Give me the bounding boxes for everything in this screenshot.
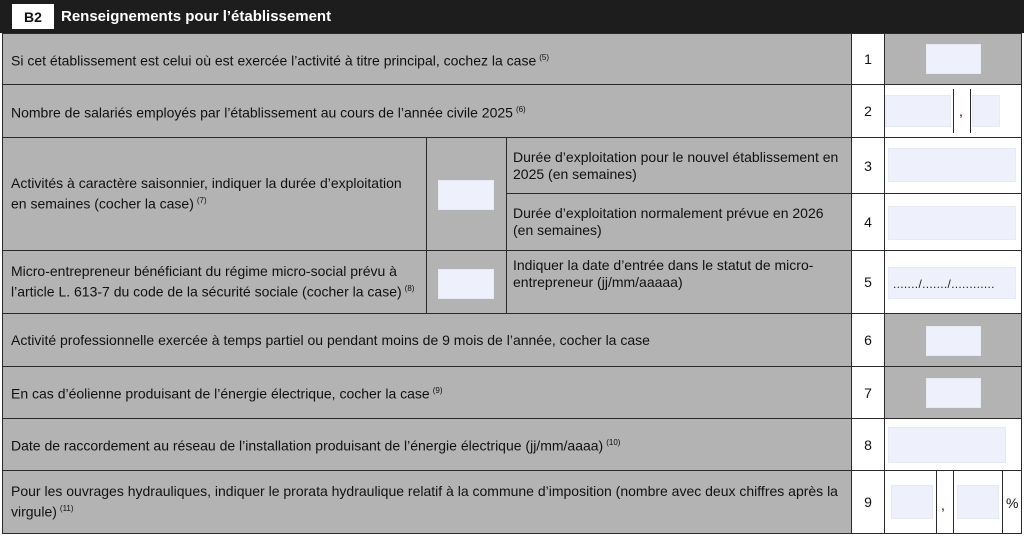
- row-2-separator-line: [953, 89, 954, 133]
- row-9-percent-sign: %: [1006, 495, 1019, 511]
- seasonal-checkbox[interactable]: [438, 180, 494, 210]
- row-2-integer-input[interactable]: [885, 95, 951, 127]
- seasonal-label-cell: [2, 137, 427, 251]
- row-5-date-mask: ......./......./............: [893, 277, 995, 291]
- row-6-answer-cell: [884, 313, 1022, 367]
- row-3-answer-cell: [884, 137, 1022, 194]
- row-5-answer-cell: [884, 250, 1022, 314]
- row-7-label: En cas d’éolienne produisant de l’énergie électrique, cocher la case $^{(9)}$: [11, 385, 443, 402]
- row-1-number: 1: [851, 33, 885, 85]
- row-1-checkbox[interactable]: [926, 44, 981, 74]
- row-4-label-cell: [506, 193, 852, 251]
- row-8-label: Date de raccordement au réseau de l’installation produisant de l’énergie électrique (jj/mm/aaaa) $^{(10)}$: [11, 437, 621, 454]
- row-7-number: 7: [851, 366, 885, 419]
- row-3-number: 3: [851, 137, 885, 194]
- row-3-label-cell: [506, 137, 852, 194]
- row-2-separator-line-2: [970, 89, 971, 133]
- row-9-separator-line-3: [1002, 471, 1003, 533]
- row-4-number: 4: [851, 193, 885, 251]
- section-code: B2: [12, 4, 54, 29]
- row-2-decimal-input[interactable]: [972, 95, 1000, 127]
- seasonal-checkbox-cell: [426, 137, 507, 251]
- section-header: [0, 0, 1024, 33]
- row-6-number: 6: [851, 313, 885, 367]
- row-2-answer-cell: [884, 84, 1022, 138]
- row-5-sub-label: Indiquer la date d’entrée dans le statut de micro-entrepreneur (jj/mm/aaaaa): [513, 257, 814, 290]
- row-3-weeks-input[interactable]: [888, 148, 1016, 182]
- row-9-separator-line-2: [953, 471, 954, 533]
- row-5-sub-label-cell: [506, 250, 852, 314]
- row-1-label-cell: [2, 33, 852, 85]
- row-8-number: 8: [851, 418, 885, 471]
- row-7-label-cell: [2, 366, 852, 419]
- row-9-answer-cell: [884, 470, 1022, 534]
- seasonal-label: Activités à caractère saisonnier, indiquer la durée d’exploitation en semaines (cocher la case) $^{(7)}$: [11, 175, 402, 212]
- row-4-answer-cell: [884, 193, 1022, 251]
- row-1-label: Si cet établissement est celui où est exercée l’activité à titre principal, cochez la case $^{(5)}$: [11, 52, 550, 69]
- row-5-checkbox[interactable]: [438, 269, 494, 299]
- row-5-label: Micro-entrepreneur bénéficiant du régime micro-social prévu à l’article L. 613-7 du code de la sécurité sociale (cocher la case) $^{(8)}$: [11, 263, 415, 300]
- row-7-answer-cell: [884, 366, 1022, 419]
- row-2-decimal-comma: ,: [959, 103, 963, 119]
- row-6-checkbox[interactable]: [926, 326, 981, 356]
- row-8-label-cell: [2, 418, 852, 471]
- row-9-decimal-input[interactable]: [957, 485, 999, 519]
- row-5-checkbox-cell: [426, 250, 507, 314]
- row-8-date-input[interactable]: [888, 427, 1006, 463]
- row-9-decimal-comma: ,: [941, 497, 945, 513]
- row-4-weeks-input[interactable]: [888, 206, 1016, 240]
- row-9-label: Pour les ouvrages hydrauliques, indiquer le prorata hydraulique relatif à la commune d’imposition (nombre avec deux chiffres après la virgule) $^{(11)}$: [11, 483, 838, 520]
- row-8-answer-cell: [884, 418, 1022, 471]
- section-title: Renseignements pour l’établissement: [61, 8, 332, 25]
- row-7-checkbox[interactable]: [926, 378, 981, 408]
- row-4-label: Durée d’exploitation normalement prévue en 2026 (en semaines): [513, 205, 824, 238]
- row-6-label-cell: [2, 313, 852, 367]
- row-5-label-cell: [2, 250, 427, 314]
- row-3-label: Durée d’exploitation pour le nouvel établissement en 2025 (en semaines): [513, 148, 839, 182]
- row-1-answer-cell: [884, 33, 1022, 85]
- row-9-integer-input[interactable]: [891, 485, 933, 519]
- row-5-number: 5: [851, 250, 885, 314]
- row-2-label-cell: [2, 84, 852, 138]
- row-2-number: 2: [851, 84, 885, 138]
- row-9-separator-line: [936, 471, 937, 533]
- row-6-label: Activité professionnelle exercée à temps partiel ou pendant moins de 9 mois de l’année, cocher la case: [11, 331, 650, 348]
- row-9-label-cell: [2, 470, 852, 534]
- row-9-number: 9: [851, 470, 885, 534]
- row-2-label: Nombre de salariés employés par l’établissement au cours de l’année civile 2025 $^{(6)}$: [11, 104, 526, 121]
